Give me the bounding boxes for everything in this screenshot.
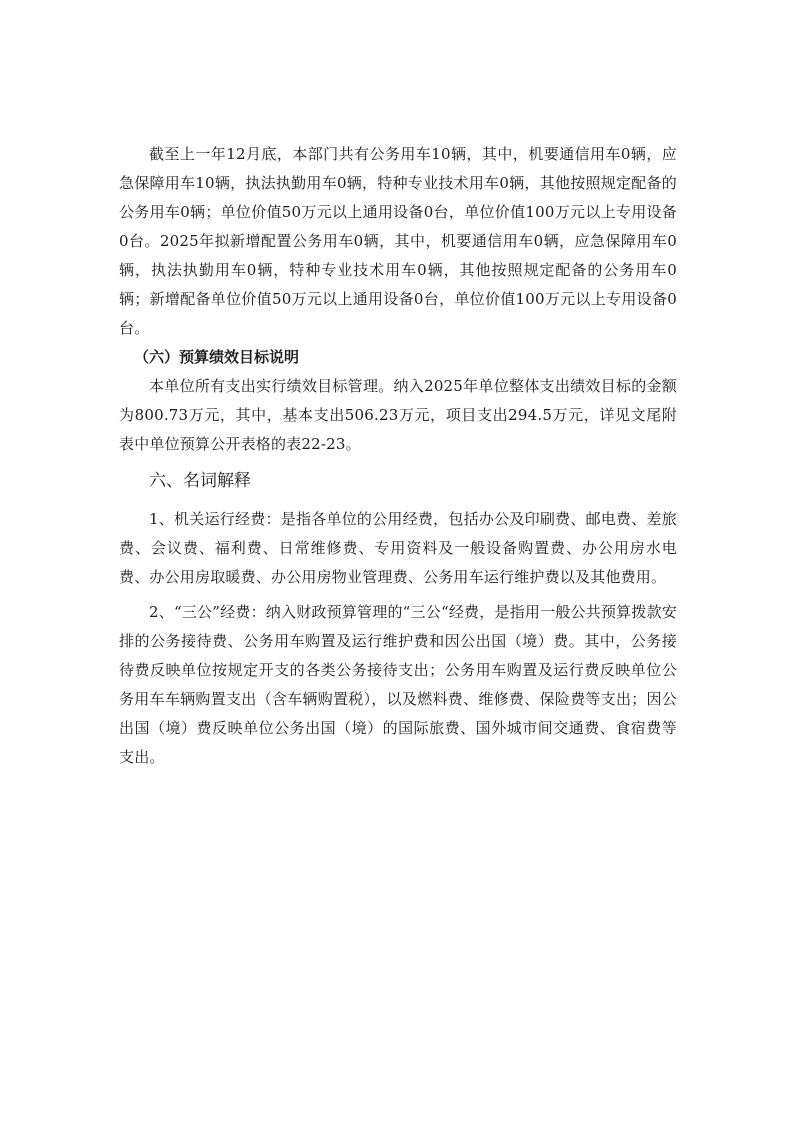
glossary-item-1: 1、机关运行经费：是指各单位的公用经费，包括办公及印刷费、邮电费、差旅费、会议费、福利费、日常维修费、专用资料及一般设备购置费、办公用房水电费、办公用房取暖费、办公用房物业管理费、公务用车运行维护费以及其他费用。	[119, 510, 677, 586]
glossary-item-2: 2、“三公”经费：纳入财政预算管理的“三公“经费，是指用一般公共预算拨款安排的公务接待费、公务用车购置及运行维护费和因公出国（境）费。其中，公务接待费反映单位按规定开支的各类公务接待支出；公务用车购置及运行费反映单位公务用车车辆购置支出（含车辆购置税），以及燃料费、维修费、保险费等支出；因公出国（境）费反映单位公务出国（境）的国际旅费、国外城市间交通费、食宿费等支出。	[119, 603, 677, 766]
vehicles-paragraph: 截至上一年12月底，本部门共有公务用车10辆，其中，机要通信用车0辆，应急保障用车10辆，执法执勤用车0辆，特种专业技术用车0辆，其他按照规定配备的公务用车0辆；单位价值50万元以上通用设备0台，单位价值100万元以上专用设备0台。2025年拟新增配置公务用车0辆，其中，机要通信用车0辆，应急保障用车0辆，执法执勤用车0辆，特种专业技术用车0辆，其他按照规定配备的公务用车0辆；新增配备单位价值50万元以上通用设备0台，单位价值100万元以上专用设备0台。	[119, 145, 677, 337]
document-body	[119, 140, 677, 772]
performance-heading: （六）预算绩效目标说明	[134, 348, 300, 366]
performance-paragraph: 本单位所有支出实行绩效目标管理。纳入2025年单位整体支出绩效目标的金额为800.73万元，其中，基本支出506.23万元，项目支出294.5万元，详见文尾附表中单位预算公开表格的表22-23。	[119, 377, 677, 453]
glossary-title: 六、名词解释	[149, 471, 251, 491]
